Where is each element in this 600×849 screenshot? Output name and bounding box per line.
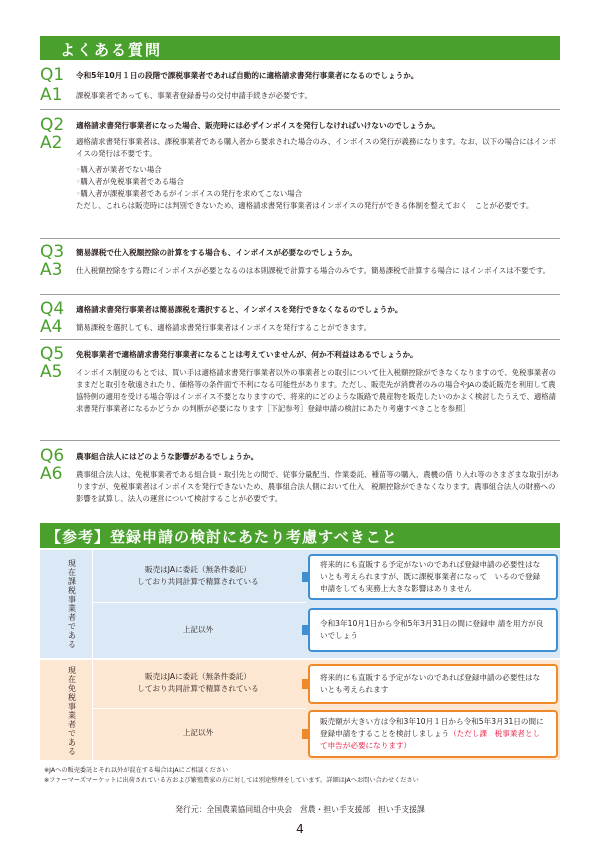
q-label: Q6 (40, 446, 65, 466)
divider (40, 440, 560, 441)
result-box (308, 710, 558, 758)
a-label: A6 (40, 464, 63, 484)
question-text: 簡易課税で仕入税額控除の計算をする場合も、インボイスが必要なのでしょうか。 (76, 248, 357, 257)
condition-text: 上記以外 (182, 728, 214, 737)
reference-section-title: 【参考】登録申請の検討にあたり考慮すべきこと (40, 523, 560, 548)
q-label: Q3 (40, 242, 65, 262)
group-divider (92, 660, 93, 760)
footnotes (44, 766, 419, 786)
answer-text: インボイス制度のもとでは、買い手は適格請求書発行事業者以外の事業者との取引について仕入税額控除ができなくなりますので、免税事業者のままだと取引を敬遠されたり、価格等の条件面で不利になる可能性があります。ただし、販売先が消費者のみの場合やJAの委託販売を利用して農協特例の適用を受ける場合等はインボイス不要となりますので、将来的にどのような販路で農産物を販売したいのかよく検討したうえで、適格請求書発行事業者になるかどうか の判断が必要になります［下記参考］登録申請の検討にあたり考慮すべきことを参照］ (76, 368, 557, 413)
a-label: A2 (40, 133, 63, 153)
group-label-exempt: 現在免税事業者である (67, 666, 77, 756)
answer-text: 農事組合法人は、免税事業者である組合員・取引先との間で、従事分量配当、作業委託、種苗等の購入、農機の借 り入れ等のさまざまな取引がありますが、免税事業者はインボイスを発行できないため、農事組合法人側において仕入 税額控除ができなくなります。農事組合法人の財務への影響を試算し、法人の運営について検討することが必要です。 (76, 470, 559, 503)
condition-text: 販売はJAに委託（無条件委託） しており共同計算で精算されている (137, 672, 259, 693)
divider (40, 238, 560, 239)
result-box: 将来的にも直販する予定がないのであれば登録申請の必要性はないとも考えられますが、既に課税事業者になって いるので登録申請をしても実務上大きな影響はありません (308, 554, 558, 600)
group-label-taxable: 現在課税事業者である (67, 559, 77, 649)
question-text: 適格請求書発行事業者は簡易課税を選択すると、インボイスを発行できなくなるのでしょうか。 (76, 305, 403, 314)
faq-item-2 (40, 116, 560, 212)
q-label: Q5 (40, 344, 65, 364)
row-divider (92, 602, 306, 603)
faq-item-5 (40, 345, 560, 415)
a-label: A3 (40, 260, 63, 280)
faq-item-1 (40, 66, 560, 104)
condition-text: 上記以外 (182, 625, 214, 634)
answer-note: ただし、これらは販売時には判別できないため、適格請求書発行事業者はインボイスの発行ができる体制を整えておく ことが必要です。 (76, 201, 534, 210)
answer-text: 簡易課税を選択しても、適格請求書発行事業者はインボイスを発行することができます。 (76, 323, 371, 332)
divider (40, 339, 560, 340)
result-box: 将来的にも直販する予定がないのであれば登録申請の必要性はないとも考えられます (308, 664, 558, 704)
q-label: Q4 (40, 299, 65, 319)
faq-section-title: よくある質問 (40, 36, 560, 60)
footnote: ※ファーマーズマーケットに出荷されている方および繁殖農家の方に対しては別途整理をしています。詳細はJAへお問い合わせください (44, 777, 419, 784)
footnote: ※JAへの販売委託とそれ以外が混在する場合はJAにご相談ください (44, 767, 229, 774)
result-warning: （ただし課 税事業者として申告が必要になります） (320, 729, 541, 750)
divider (40, 109, 560, 110)
a-label: A4 (40, 317, 63, 337)
condition-text: 販売はJAに委託（無条件委託） しており共同計算で精算されている (137, 565, 259, 586)
answer-text: 課税事業者であっても、事業者登録番号の交付申請手続きが必要です。 (76, 91, 312, 100)
page-number: 4 (296, 822, 304, 836)
group-divider (92, 550, 93, 658)
bullet-item: ◦購入者が課税事業者であるがインボイスの発行を求めてこない場合 (76, 189, 303, 198)
q-label: Q2 (40, 115, 65, 135)
faq-item-3 (40, 243, 560, 279)
a-label: A1 (40, 85, 63, 105)
faq-item-4 (40, 300, 560, 336)
publisher-credit: 発行元：全国農業協同組合中央会 営農・担い手支援部 担い手支援課 (175, 805, 425, 814)
question-text: 農事組合法人にはどのような影響があるでしょうか。 (76, 452, 259, 461)
answer-text: 仕入税額控除をする際にインボイスが必要となるのは本則課税で計算する場合のみです。簡易課税で計算する場合に はインボイスは不要です。 (76, 266, 551, 275)
question-text: 免税事業者で適格請求書発行事業者になることは考えていませんが、何か不利益はあるでしょうか。 (76, 350, 418, 359)
faq-item-6 (40, 447, 560, 505)
question-text: 令和5年10月１日の段階で課税事業者であれば自動的に適格請求書発行事業者になるのでしょうか。 (76, 71, 419, 80)
result-text: 販売額が大きい方は令和3年10月１日から令和5年3月31日の間に登録申請をすることを検討しましょう (320, 717, 544, 738)
bullet-item: ◦購入者が免税事業者である場合 (76, 177, 184, 186)
question-text: 適格請求書発行事業者になった場合、販売時には必ずインボイスを発行しなければいけないのでしょうか。 (76, 121, 440, 130)
divider (40, 294, 560, 295)
row-divider (92, 708, 306, 709)
q-label: Q1 (40, 65, 65, 85)
answer-text: 適格請求書発行事業者は、課税事業者である購入者から要求された場合のみ、インボイスの発行が義務になります。なお、以下の場合にはインボイスの発行は不要です。 (76, 137, 557, 158)
result-box: 令和3年10月1日から令和5年3月31日の間に登録申 請を用方が良いでしょう (308, 608, 558, 652)
a-label: A5 (40, 362, 63, 382)
bullet-item: ◦購入者が業者でない場合 (76, 165, 162, 174)
